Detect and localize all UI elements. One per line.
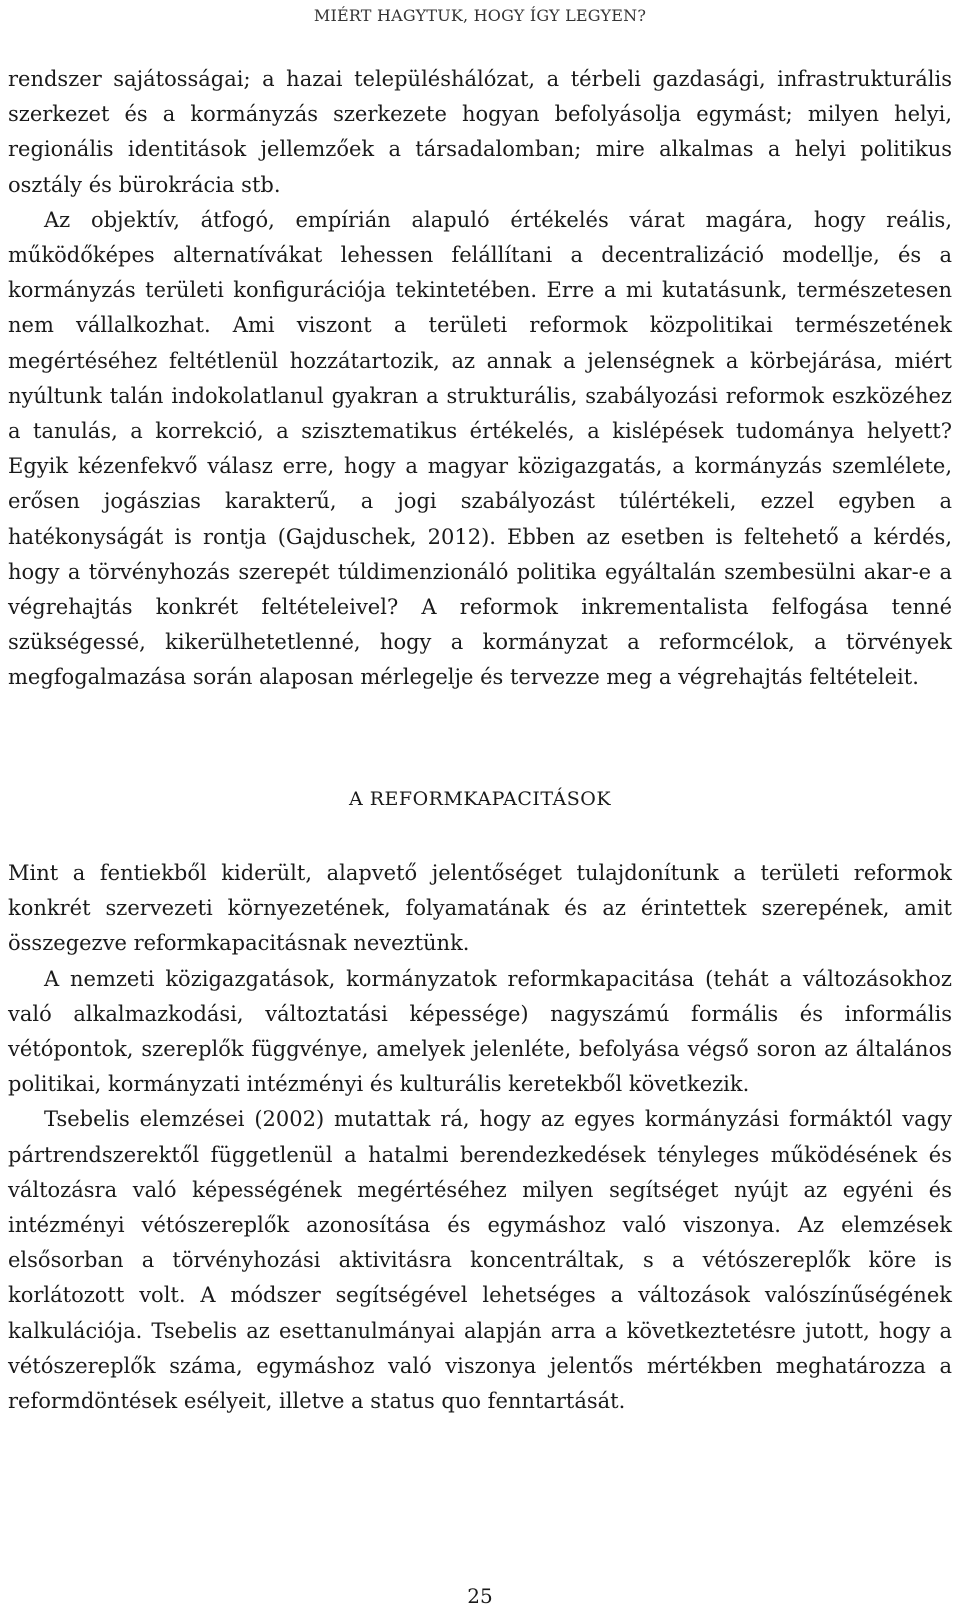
paragraph-continued: rendszer sajátosságai; a hazai településhálózat, a térbeli gazdasági, infrastrukturális szerkezet és a kormányzás szerkezete hogyan befolyásolja egymást; milyen helyi, regionális identitások jellemzőek a társadalomban; mire alkalmas a helyi politikus osztály és bürokrácia stb.	[8, 67, 952, 197]
section-heading: A REFORMKAPACITÁSOK	[348, 788, 612, 810]
paragraph: Az objektív, átfogó, empírián alapuló értékelés várat magára, hogy reális, működőképes alternatívákat lehessen felállítani a decentralizáció modellje, és a kormányzás területi konfigurációja tekintetében. Erre a mi kutatásunk, természetesen nem vállalkozhat. Ami viszont a területi reformok közpolitikai természetének megértéséhez feltétlenül hozzátartozik, az annak a jelenségnek a körbejárása, miért nyúltunk talán indokolatlanul gyakran a strukturális, szabályozási reformok eszközéhez a tanulás, a korrekció, a szisztematikus értékelés, a kislépések tudománya helyett? Egyik kézenfekvő válasz erre, hogy a magyar közigazgatás, a kormányzás szemlélete, erősen jogászias karakterű, a jogi szabályozást túlértékeli, ezzel egyben a hatékonyságát is rontja (Gajduschek, 2012). Ebben az esetben is feltehető a kérdés, hogy a törvényhozás szerepét túldimenzionáló politika egyáltalán szembesülni akar-e a végrehajtás konkrét feltételeivel? A reformok inkrementalista felfogása tenné szükségessé, kikerülhetetlenné, hogy a kormányzat a reformcélok, a törvények megfogalmazása során alaposan mérlegelje és tervezze meg a végrehajtás feltételeit.	[8, 207, 952, 690]
paragraph: Tsebelis elemzései (2002) mutattak rá, hogy az egyes kormányzási formáktól vagy pártrendszerektől függetlenül a hatalmi berendezkedések tényleges működésének és változásra való képességének megértéséhez milyen segítséget nyújt az egyéni és intézményi vétószereplők azonosítása és egymáshoz való viszonya. Az elemzések elsősorban a törvényhozási aktivitásra koncentráltak, s a vétószereplők köre is korlátozott volt. A módszer segítségével lehetséges a változások valószínűségének kalkulációja. Tsebelis az esettanulmányai alapján arra a következtetésre jutott, hogy a vétószereplők száma, egymáshoz való viszonya jelentős mértékben meghatározza a reformdöntések esélyeit, illetve a status quo fenntartását.	[8, 1107, 952, 1414]
paragraph: A nemzeti közigazgatások, kormányzatok reformkapacitása (tehát a változásokhoz való alkalmazkodási, változtatási képessége) nagyszámú formális és informális vétópontok, szereplők függvénye, amelyek jelenléte, befolyása végső soron az általános politikai, kormányzati intézményi és kulturális keretekből következik.	[8, 966, 952, 1097]
page-number: 25	[467, 1584, 493, 1608]
body-text-section	[8, 856, 952, 1419]
running-header: MIÉRT HAGYTUK, HOGY ÍGY LEGYEN?	[313, 6, 647, 25]
paragraph: Mint a fentiekből kiderült, alapvető jelentőséget tulajdonítunk a területi reformok konkrét szervezeti környezetének, folyamatának és az érintettek szerepének, amit összegezve reformkapacitásnak neveztünk.	[8, 861, 952, 956]
body-text-top	[8, 62, 952, 696]
